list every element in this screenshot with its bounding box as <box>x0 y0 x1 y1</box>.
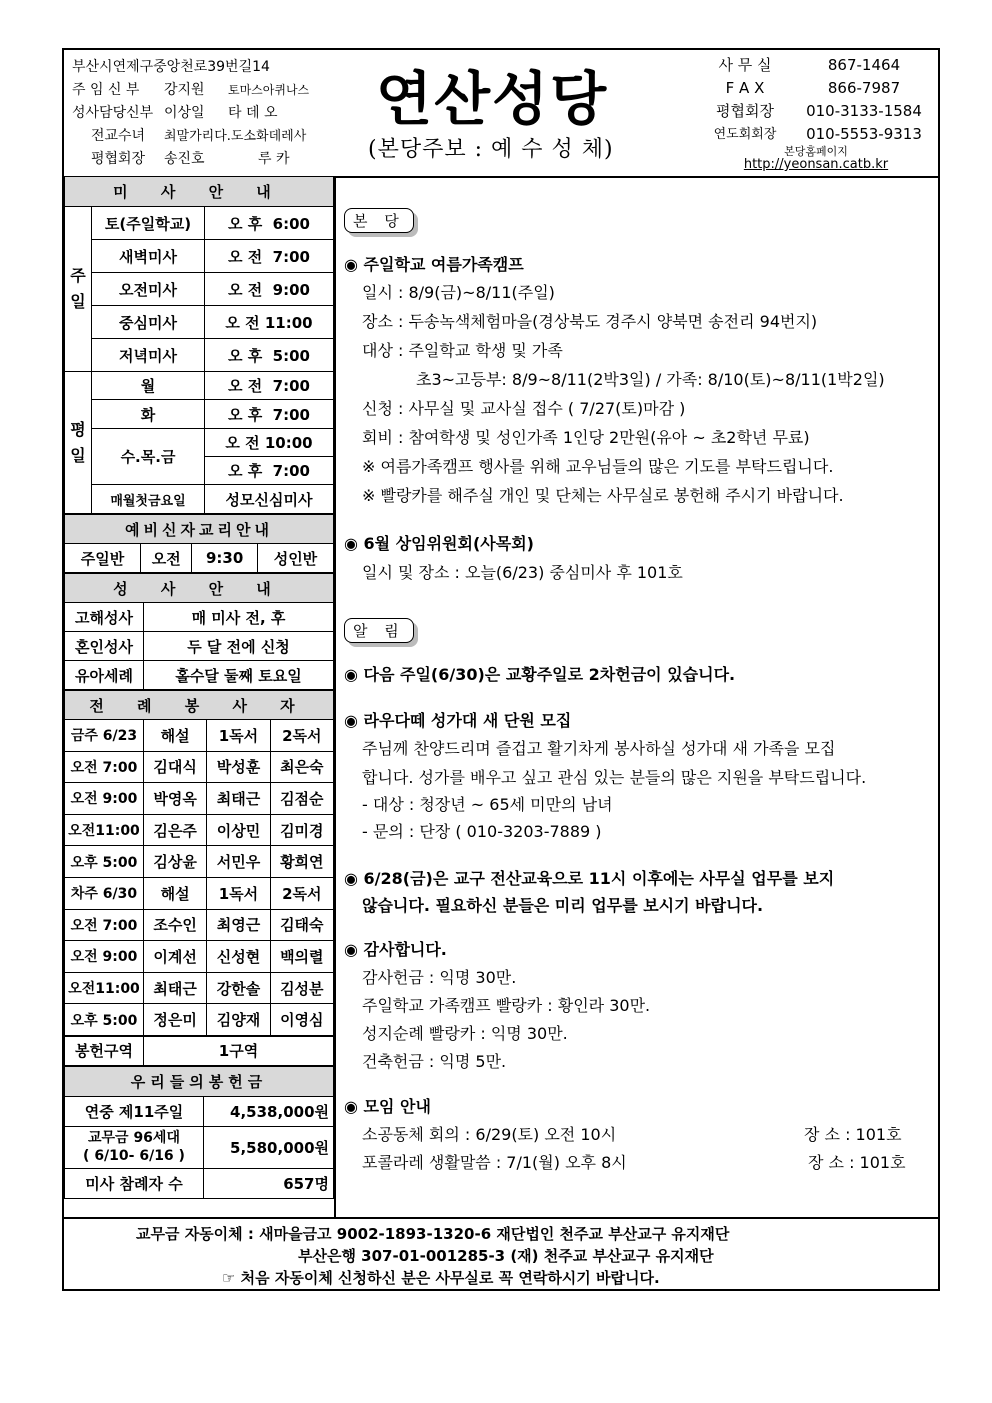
camp-line: 일시 : 8/9(금)~8/11(주일) <box>362 283 555 302</box>
mass-name: 매월첫금요일 <box>92 485 205 514</box>
weekday-label: 평 일 <box>65 372 92 514</box>
parish-title: 연산성당 <box>376 65 609 133</box>
sacrament-name: 혼인성사 <box>65 632 144 661</box>
catechumen-table <box>64 514 334 573</box>
liturgy-row <box>65 720 334 752</box>
right-column <box>336 176 938 1217</box>
camp-line: ※ 여름가족캠프 행사를 위해 교우님들의 많은 기도를 부탁드립니다. <box>362 457 834 476</box>
class-cell: 9:30 <box>192 544 258 573</box>
footer <box>64 1217 938 1291</box>
liturgy-time: 금주 6/23 <box>65 720 144 752</box>
choir-line: 주님께 찬양드리며 즐겁고 활기차게 봉사하실 성가대 새 가족을 모집 <box>362 739 836 758</box>
liturgy-server: 박영옥 <box>144 783 207 815</box>
liturgy-server: 최태근 <box>207 783 270 815</box>
liturgy-server: 김상윤 <box>144 846 207 878</box>
left-column <box>64 176 336 1217</box>
offering-amount: 657명 <box>204 1168 334 1198</box>
offering-label: 연중 제11주일 <box>65 1096 204 1126</box>
homepage-link[interactable]: http://yeonsan.catb.kr <box>743 157 889 172</box>
council-line: 일시 및 장소 : 오늘(6/23) 중심미사 후 101호 <box>362 563 683 582</box>
liturgy-server: 최영근 <box>207 909 270 941</box>
liturgy-server: 강한솔 <box>207 972 270 1004</box>
homepage-label: 본당홈페이지 <box>784 145 848 158</box>
liturgy-server: 조수인 <box>144 909 207 941</box>
bulletin-page <box>62 48 940 1291</box>
liturgy-server: 신성현 <box>207 941 270 973</box>
mass-time: 오 후 7:00 <box>205 457 334 485</box>
choir-line: - 문의 : 단장 ( 010-3203-7889 ) <box>362 822 602 841</box>
liturgy-row <box>65 941 334 973</box>
sacrament-section-title: 성 사 안 내 <box>65 574 334 603</box>
liturgy-row <box>65 783 334 815</box>
offering-section-title: 우리들의봉헌금 <box>65 1066 334 1096</box>
liturgy-time: 오전11:00 <box>65 972 144 1004</box>
mass-section-title: 미 사 안 내 <box>65 177 334 207</box>
mass-time: 오 전 7:00 <box>205 240 334 273</box>
liturgy-row <box>65 1004 334 1036</box>
mass-name: 중심미사 <box>92 306 205 339</box>
liturgy-time: 차주 6/30 <box>65 877 144 909</box>
liturgy-server: 최은숙 <box>270 751 333 783</box>
liturgy-section-title: 전 례 봉 사 자 <box>65 691 334 720</box>
contact-row: F A X 866-7987 <box>725 79 901 97</box>
liturgy-server: 김대식 <box>144 751 207 783</box>
liturgy-server: 김점순 <box>270 783 333 815</box>
sacrament-table <box>64 573 334 690</box>
liturgy-row <box>65 846 334 878</box>
mass-name: 토(주일학교) <box>92 207 205 240</box>
choir-line: - 대상 : 청장년 ~ 65세 미만의 남녀 <box>362 795 613 814</box>
mass-time: 오 전 9:00 <box>205 273 334 306</box>
sacrament-desc: 두 달 전에 신청 <box>144 632 334 661</box>
offering-label: 미사 참례자 수 <box>65 1168 204 1198</box>
choir-line: 합니다. 성가를 배우고 싶고 관심 있는 분들의 많은 지원을 부탁드립니다. <box>362 768 867 787</box>
liturgy-time: 오전 9:00 <box>65 941 144 973</box>
mass-time: 오 전 11:00 <box>205 306 334 339</box>
liturgy-time: 오전 7:00 <box>65 751 144 783</box>
liturgy-server: 이상민 <box>207 814 270 846</box>
liturgy-server: 2독서 <box>270 877 333 909</box>
sacrament-desc: 매 미사 전, 후 <box>144 603 334 632</box>
meeting-place: 장 소 : 101호 <box>808 1153 906 1172</box>
liturgy-server: 해설 <box>144 877 207 909</box>
staff-block <box>72 56 309 171</box>
liturgy-time: 오전 9:00 <box>65 783 144 815</box>
liturgy-server: 이계선 <box>144 941 207 973</box>
thanks-line: 건축헌금 : 익명 5만. <box>362 1052 507 1071</box>
choir-title: ◉ 라우다떼 성가대 새 단원 모집 <box>344 711 572 730</box>
camp-line: 초3~고등부: 8/9~8/11(2박3일) / 가족: 8/10(토)~8/11(1박2일) <box>416 370 885 389</box>
liturgy-server: 박성훈 <box>207 751 270 783</box>
contact-row: 사 무 실 867-1464 <box>718 56 901 74</box>
liturgy-row <box>65 814 334 846</box>
thanks-line: 성지순례 빨랑카 : 익명 30만. <box>362 1024 568 1043</box>
meeting-line: 소공동체 회의 : 6/29(토) 오전 10시 <box>362 1125 617 1144</box>
footer-notice: ☞ 처음 자동이체 신청하신 분은 사무실로 꼭 연락하시기 바랍니다. <box>222 1269 660 1287</box>
liturgy-server: 2독서 <box>270 720 333 752</box>
mass-schedule-table <box>64 176 334 514</box>
liturgy-server: 1독서 <box>207 877 270 909</box>
mass-time: 성모신심미사 <box>205 485 334 514</box>
sacrament-name: 고해성사 <box>65 603 144 632</box>
office-notice-line: ◉ 6/28(금)은 교구 전산교육으로 11시 이후에는 사무실 업무를 보지 <box>344 869 835 888</box>
liturgy-server: 서민우 <box>207 846 270 878</box>
liturgy-server: 1독서 <box>207 720 270 752</box>
offering-area-value: 1구역 <box>144 1036 334 1065</box>
staff-row: 전교수녀 최말가리다.도소화데레사 <box>90 128 307 144</box>
class-cell: 성인반 <box>257 544 333 573</box>
liturgy-row <box>65 877 334 909</box>
class-cell: 오전 <box>141 544 192 573</box>
liturgy-server: 김성분 <box>270 972 333 1004</box>
mass-name: 저녁미사 <box>92 339 205 372</box>
liturgy-time: 오후 5:00 <box>65 846 144 878</box>
liturgy-server: 김태숙 <box>270 909 333 941</box>
liturgy-server: 황희연 <box>270 846 333 878</box>
liturgy-time: 오전 7:00 <box>65 909 144 941</box>
liturgy-server: 최태근 <box>144 972 207 1004</box>
sunday-label: 주 일 <box>65 207 92 372</box>
contact-row: 평협회장 010-3133-1584 <box>716 102 922 120</box>
offering-label: 교무금 96세대 ( 6/10- 6/16 ) <box>65 1126 204 1168</box>
thanks-line: 감사헌금 : 익명 30만. <box>362 968 517 987</box>
address: 부산시연제구중앙천로39번길14 <box>72 59 270 75</box>
liturgy-server: 해설 <box>144 720 207 752</box>
camp-line: ※ 빨랑카를 해주실 개인 및 단체는 사무실로 봉헌해 주시기 바랍니다. <box>362 486 844 505</box>
meeting-place: 장 소 : 101호 <box>804 1125 902 1144</box>
notice-tag: 알 림 <box>344 618 414 643</box>
footer-bank-line: 교무금 자동이체 : 새마을금고 9002-1893-1320-6 재단법인 천주교 부산교구 유지재단 <box>136 1225 730 1243</box>
liturgy-server: 이영심 <box>270 1004 333 1036</box>
meeting-line: 포콜라레 생활말씀 : 7/1(월) 오후 8시 <box>362 1153 627 1172</box>
liturgy-time: 오후 5:00 <box>65 1004 144 1036</box>
class-cell: 주일반 <box>65 544 141 573</box>
mass-time: 오 후 7:00 <box>205 400 334 429</box>
mass-time: 오 전 10:00 <box>205 429 334 457</box>
offering-amount: 5,580,000원 <box>204 1126 334 1168</box>
camp-line: 신청 : 사무실 및 교사실 접수 ( 7/27(토)마감 ) <box>362 399 686 418</box>
bulletin-subtitle: (본당주보 : 예 수 성 체) <box>368 137 614 162</box>
contact-row: 연도회회장 010-5553-9313 <box>713 125 922 143</box>
catechumen-section-title: 예비신자교리안내 <box>65 515 334 544</box>
staff-row: 주 임 신 부 강지원 토마스아퀴나스 <box>72 82 310 98</box>
liturgy-table <box>64 690 334 1036</box>
liturgy-server: 김은주 <box>144 814 207 846</box>
office-notice-line: 않습니다. 필요하신 분들은 미리 업무를 보시기 바랍니다. <box>362 896 764 915</box>
camp-line: 회비 : 참여학생 및 성인가족 1인당 2만원(유아 ~ 초2학년 무료) <box>362 428 810 447</box>
liturgy-server: 김미경 <box>270 814 333 846</box>
contact-block <box>696 54 936 171</box>
mass-name: 오전미사 <box>92 273 205 306</box>
offering-area-label: 봉헌구역 <box>65 1036 144 1065</box>
camp-title: ◉ 주일학교 여름가족캠프 <box>344 255 524 274</box>
footer-bank-line: 부산은행 307-01-001285-3 (재) 천주교 부산교구 유지재단 <box>298 1247 714 1265</box>
liturgy-server: 정은미 <box>144 1004 207 1036</box>
camp-line: 대상 : 주일학교 학생 및 가족 <box>362 341 563 360</box>
notice-pope-sunday: ◉ 다음 주일(6/30)은 교황주일로 2차헌금이 있습니다. <box>344 665 736 684</box>
header <box>64 50 938 178</box>
mass-name: 화 <box>92 400 205 429</box>
liturgy-row <box>65 909 334 941</box>
mass-time: 오 전 7:00 <box>205 372 334 400</box>
sacrament-desc: 홀수달 둘째 토요일 <box>144 661 334 690</box>
liturgy-time: 오전11:00 <box>65 814 144 846</box>
mass-time: 오 후 5:00 <box>205 339 334 372</box>
thanks-line: 주일학교 가족캠프 빨랑카 : 황인라 30만. <box>362 996 651 1015</box>
staff-row: 성사담당신부 이상일 타 데 오 <box>72 105 278 121</box>
mass-name: 월 <box>92 372 205 400</box>
liturgy-row <box>65 972 334 1004</box>
camp-line: 장소 : 두송녹색체험마을(경상북도 경주시 양북면 송전리 94번지) <box>362 312 818 331</box>
mass-time: 오 후 6:00 <box>205 207 334 240</box>
liturgy-server: 백의렬 <box>270 941 333 973</box>
thanks-title: ◉ 감사합니다. <box>344 940 447 959</box>
offering-amount: 4,538,000원 <box>204 1096 334 1126</box>
parish-news-tag: 본 당 <box>344 208 414 233</box>
sacrament-name: 유아세례 <box>65 661 144 690</box>
offering-table <box>64 1066 334 1199</box>
offering-area-table <box>64 1036 334 1066</box>
meeting-title: ◉ 모임 안내 <box>344 1097 431 1116</box>
staff-row: 평협회장 송진호 루 카 <box>90 151 290 167</box>
council-title: ◉ 6월 상임위원회(사목회) <box>344 534 534 553</box>
liturgy-row <box>65 751 334 783</box>
liturgy-server: 김양재 <box>207 1004 270 1036</box>
mass-name: 수.목.금 <box>92 429 205 485</box>
mass-name: 새벽미사 <box>92 240 205 273</box>
